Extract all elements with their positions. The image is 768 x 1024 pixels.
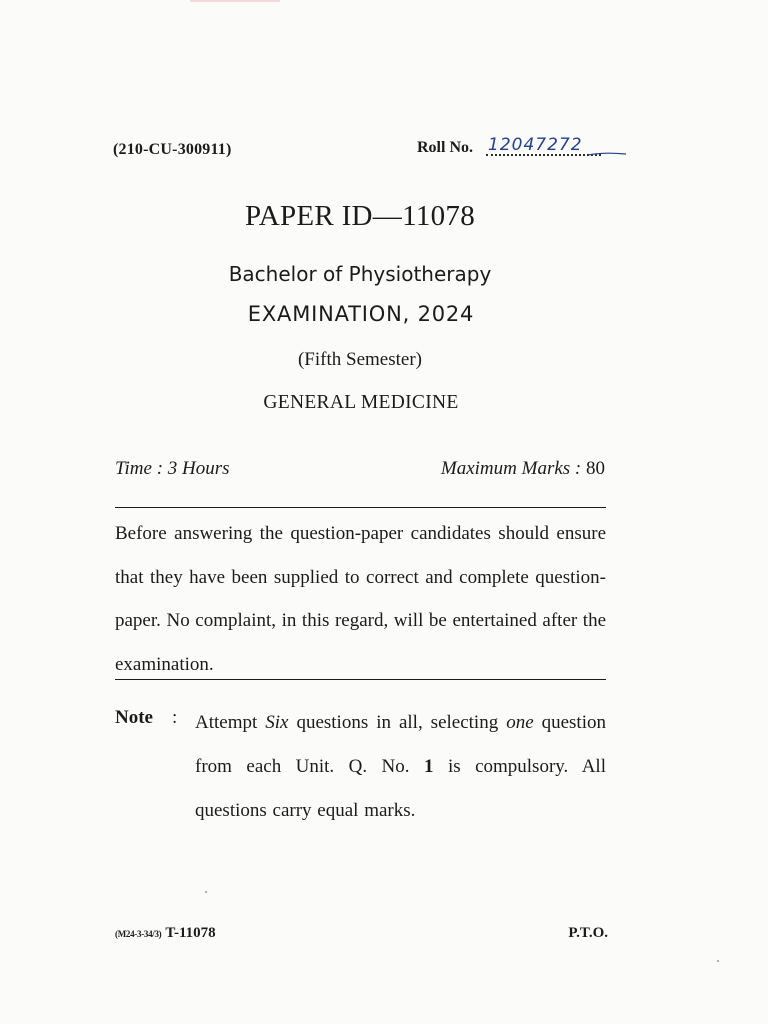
maximum-marks: [441, 458, 605, 480]
footer-code: [115, 925, 216, 942]
candidate-instructions: Before answering the question-paper candidates should ensure that they have been supplied to correct and complete question-paper. No complaint, in this regard, will be entertained after the examination.: [115, 523, 606, 675]
footer-paper-code: T-11078: [165, 925, 216, 941]
roll-number-field: [417, 135, 647, 163]
subject-title: GENERAL MEDICINE: [263, 392, 459, 413]
note-text: Attempt Six questions in all, selecting one question from each Unit. Q. No. 1 is compulsory. All questions carry equal marks.: [195, 712, 606, 821]
note-label: Note: [115, 707, 153, 728]
semester-label: (Fifth Semester): [297, 349, 422, 370]
divider-top: [115, 507, 606, 508]
marks-value: 80: [586, 458, 605, 479]
time-value: 3 Hours: [167, 458, 230, 479]
roll-number-handwritten: 12047272: [488, 135, 583, 155]
divider-bottom: [115, 679, 606, 680]
handwriting-stroke: [588, 150, 628, 158]
time-allowed: [115, 458, 230, 480]
time-label: Time :: [115, 458, 164, 479]
scan-mark: [190, 0, 280, 2]
marks-label: Maximum Marks :: [440, 458, 582, 479]
examination-title: EXAMINATION, 2024: [247, 302, 475, 326]
please-turn-over: P.T.O.: [568, 925, 608, 941]
note-colon: :: [172, 707, 178, 728]
paper-code: (210-CU-300911): [113, 141, 232, 158]
roll-number-label: Roll No.: [417, 139, 473, 156]
scan-speck: [205, 891, 207, 893]
scan-speck: [717, 960, 719, 962]
paper-id-title: PAPER ID—11078: [244, 200, 476, 232]
batch-code: (M24-3-34/3): [115, 929, 162, 939]
degree-title: Bachelor of Physiotherapy: [228, 262, 492, 286]
